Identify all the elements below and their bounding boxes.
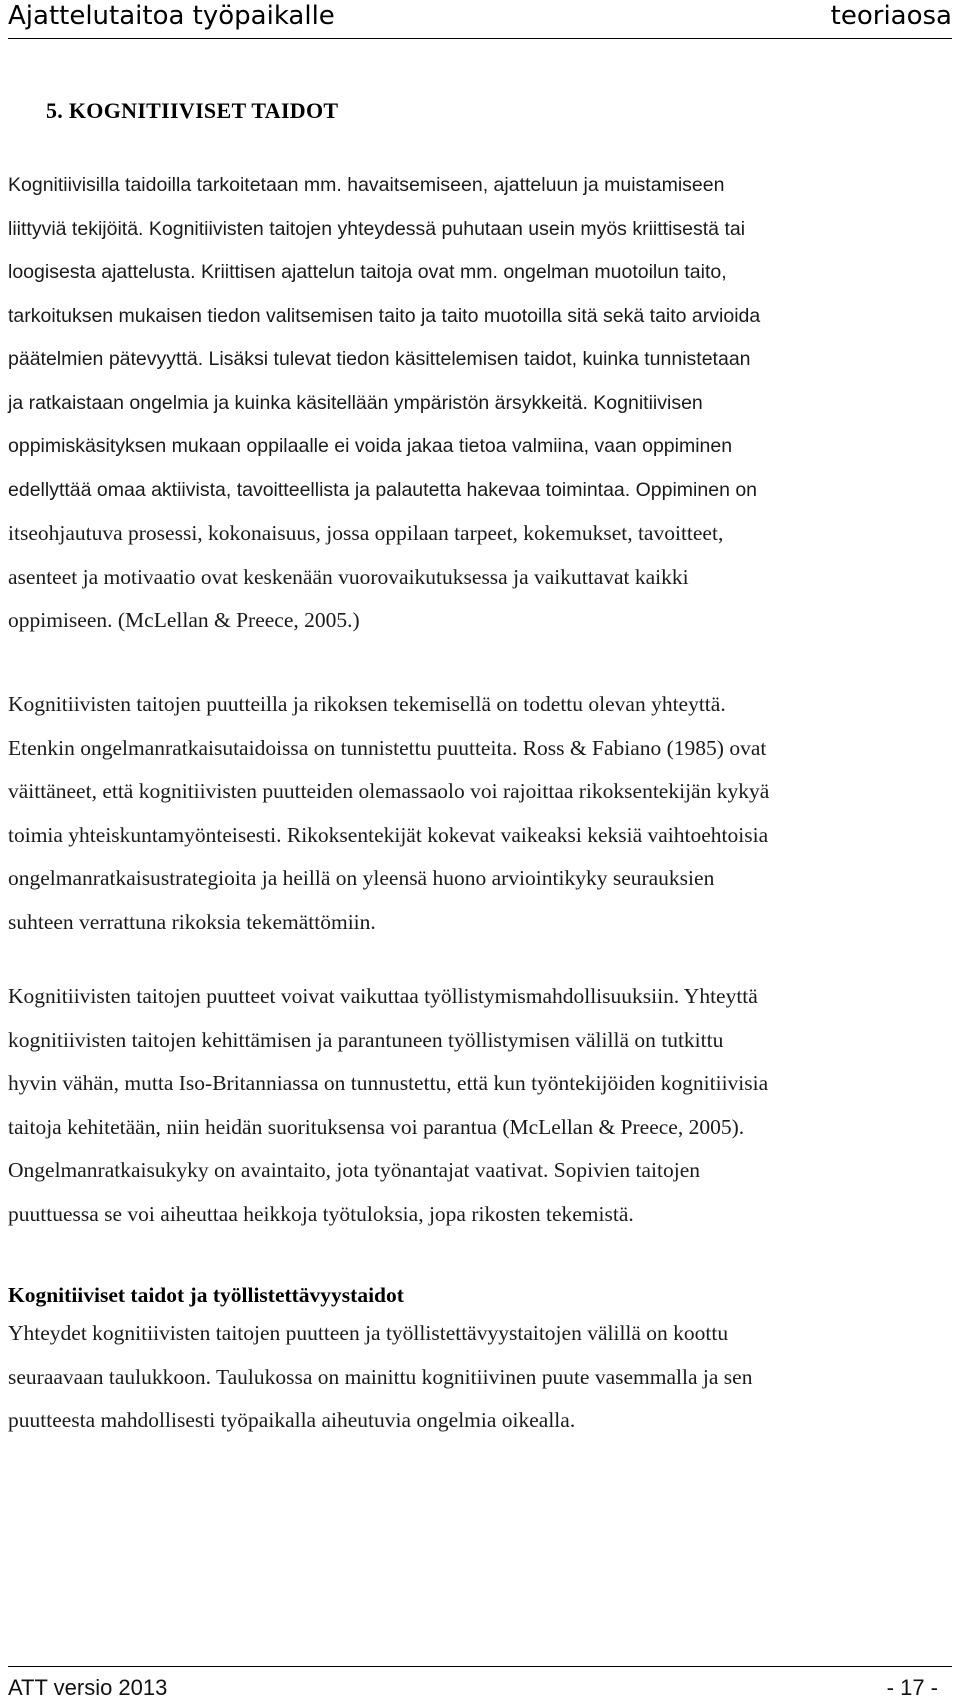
paragraph-line: kognitiivisten taitojen kehittämisen ja parantuneen työllistymisen välillä on tutkittu [8,1027,724,1052]
paragraph-line: ja ratkaistaan ongelmia ja kuinka käsitellään ympäristön ärsykkeitä. Kognitiivisen [8,391,703,414]
paragraph-line: Etenkin ongelmanratkaisutaidoissa on tunnistettu puutteita. Ross & Fabiano (1985) ovat [8,735,767,760]
paragraph-line: loogisesta ajattelusta. Kriittisen ajattelun taitoja ovat mm. ongelman muotoilun taito, [8,261,727,283]
paragraph-line: Kognitiivisten taitojen puutteilla ja rikoksen tekemisellä on todettu olevan yhteyttä. [8,692,726,716]
paragraph-line: Yhteydet kognitiivisten taitojen puutteen ja työllistettävyystaitojen välillä on koottu [8,1321,729,1345]
paragraph-line: väittäneet, että kognitiivisten puutteiden olemassaolo voi rajoittaa rikoksentekijän kykyä [8,779,770,803]
paragraph-table-intro [8,1312,960,1443]
paragraph-line: taitoja kehitetään, niin heidän suorituksensa voi parantua (McLellan & Preece, 2005). [8,1114,745,1139]
paragraph-intro [8,164,960,643]
section-subheading: Kognitiiviset taidot ja työllistettävyystaidot [8,1283,404,1307]
paragraph-employment [8,975,960,1236]
paragraph-line: oppimiskäsityksen mukaan oppilaalle ei voida jakaa tietoa valmiina, vaan oppiminen [8,435,733,457]
paragraph-line: puuttuessa se voi aiheuttaa heikkoja työtuloksia, jopa rikosten tekemistä. [8,1201,634,1226]
paragraph-line: seuraavaan taulukkoon. Taulukossa on mainittu kognitiivinen puute vasemmalla ja sen [8,1364,753,1389]
paragraph-line: edellyttää omaa aktiivista, tavoitteellista ja palautetta hakevaa toimintaa. Oppiminen on [8,478,758,501]
paragraph-line: tarkoituksen mukaisen tiedon valitsemisen taito ja taito muotoilla sitä sekä taito arvioida [8,304,761,327]
paragraph-line: itseohjautuva prosessi, kokonaisuus, jossa oppilaan tarpeet, kokemukset, tavoitteet, [8,521,724,545]
paragraph-line: asenteet ja motivaatio ovat keskenään vuorovaikutuksessa ja vaikuttavat kaikki [8,564,689,589]
header-title: Ajattelutaitoa työpaikalle [8,1,335,31]
paragraph-line: liittyviä tekijöitä. Kognitiivisten taitojen yhteydessä puhutaan usein myös kriittisestä tai [8,217,746,240]
paragraph-line: oppimiseen. (McLellan & Preece, 2005.) [8,608,360,632]
paragraph-line: ongelmanratkaisustrategioita ja heillä on yleensä huono arviointikyky seurauksien [8,866,715,890]
paragraph-crime [8,683,960,944]
page-footer [8,1666,952,1702]
page-number: - 17 - [886,1675,938,1700]
paragraph-line: suhteen verrattuna rikoksia tekemättömiin. [8,909,376,934]
paragraph-line: Kognitiivisten taitojen puutteet voivat vaikuttaa työllistymismahdollisuuksiin. Yhteyttä [8,984,758,1008]
paragraph-line: Ongelmanratkaisukyky on avaintaito, jota työnantajat vaativat. Sopivien taitojen [8,1158,700,1182]
paragraph-line: Kognitiivisilla taidoilla tarkoitetaan mm. havaitsemiseen, ajatteluun ja muistamiseen [8,174,725,196]
header-section-label: teoriaosa [830,1,952,31]
footer-version: ATT versio 2013 [8,1675,168,1700]
paragraph-line: puutteesta mahdollisesti työpaikalla aiheutuvia ongelmia oikealla. [8,1408,576,1432]
paragraph-line: toimia yhteiskuntamyönteisesti. Rikoksentekijät kokevat vaikeaksi keksiä vaihtoehtoisia [8,822,769,847]
page-header [8,0,952,39]
chapter-title: 5. KOGNITIIVISET TAIDOT [46,98,339,123]
paragraph-line: päätelmien pätevyyttä. Lisäksi tulevat tiedon käsittelemisen taidot, kuinka tunnistetaan [8,348,751,370]
paragraph-line: hyvin vähän, mutta Iso-Britanniassa on tunnustettu, että kun työntekijöiden kognitiivisia [8,1071,769,1095]
